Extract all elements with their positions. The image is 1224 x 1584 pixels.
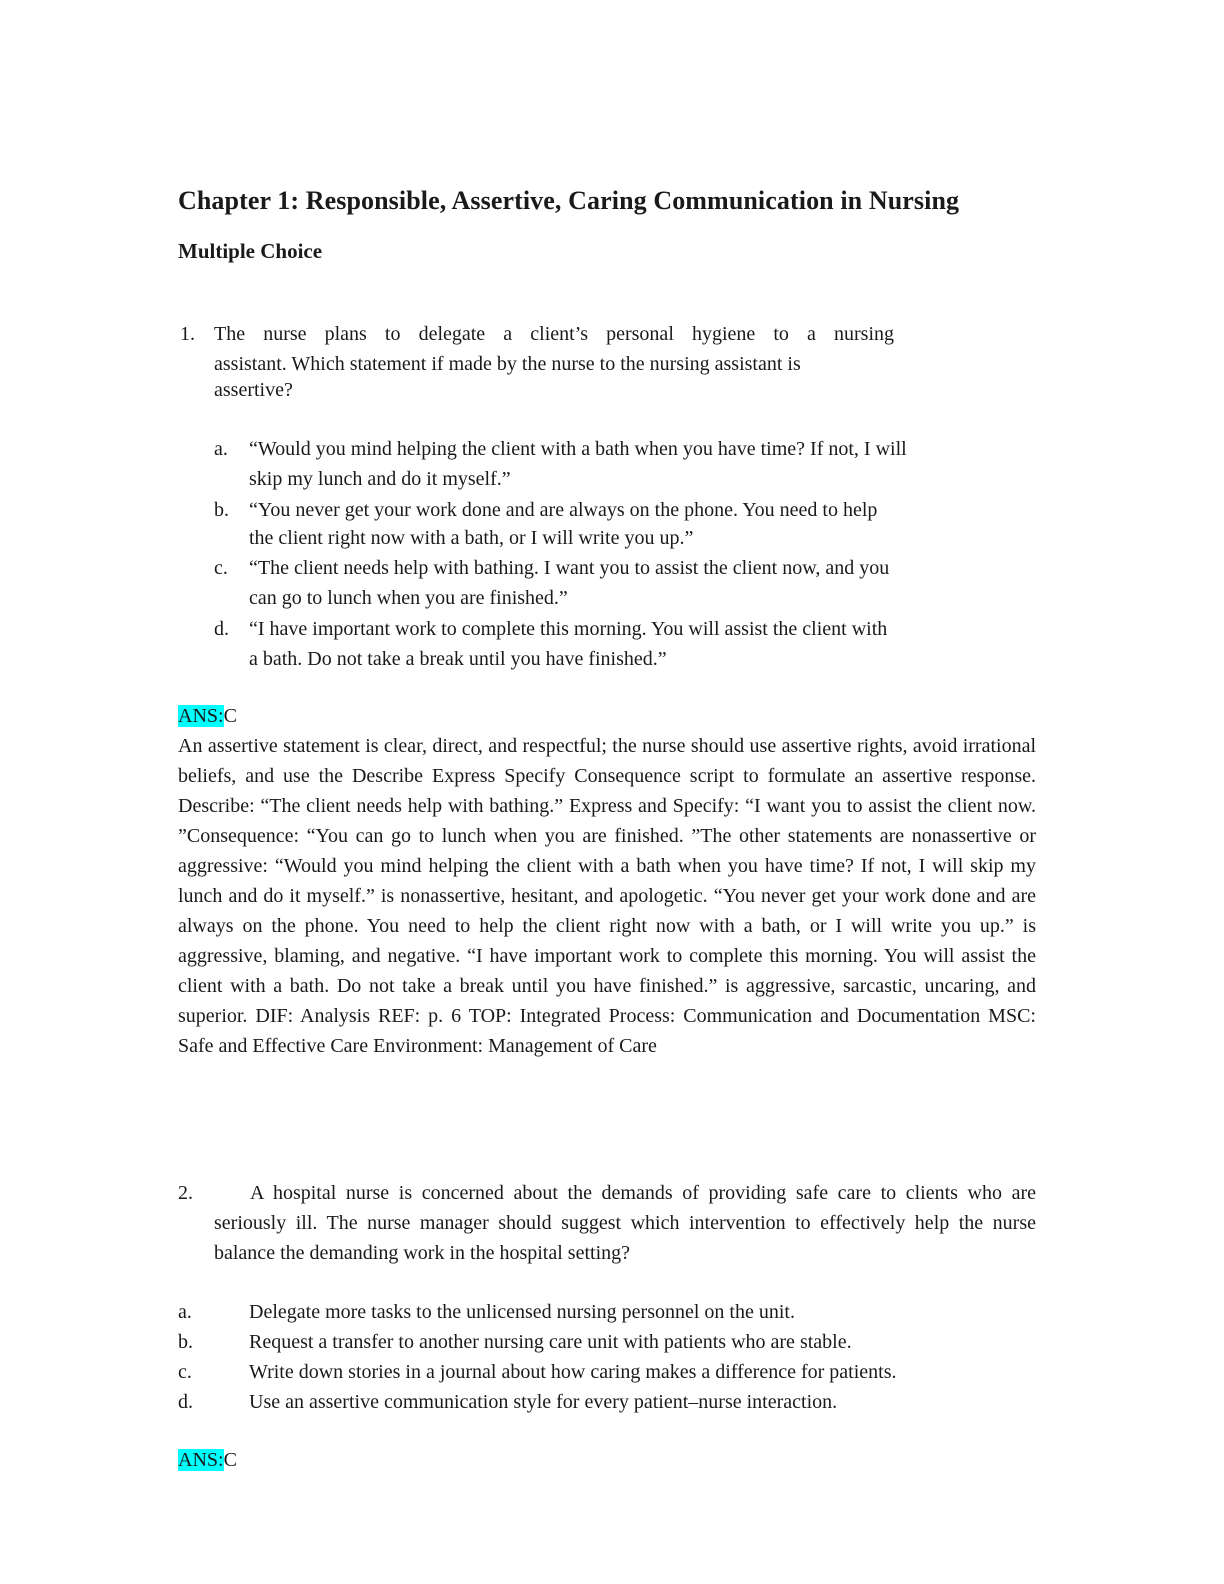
question-1-option-a-letter: a. — [214, 438, 228, 460]
question-2-option-a: Delegate more tasks to the unlicensed nursing personnel on the unit. — [249, 1301, 795, 1323]
option-line: “The client needs help with bathing. I want you to assist the client now, and you — [249, 557, 890, 579]
option-line: “You never get your work done and are always on the phone. You need to help — [249, 499, 878, 521]
question-1-stem-line: The nurse plans to delegate a client’s personal hygiene to a nursing — [214, 323, 894, 345]
question-1-stem-line: assistant. Which statement if made by the nurse to the nursing assistant is — [214, 353, 801, 375]
section-heading: Multiple Choice — [178, 239, 323, 263]
option-line: can go to lunch when you are finished.” — [249, 587, 568, 609]
option-line: a bath. Do not take a break until you have finished.” — [249, 648, 667, 670]
question-2-number: 2. — [178, 1182, 193, 1204]
answer-value: C — [223, 705, 237, 727]
answer-value: C — [223, 1449, 237, 1471]
question-2-stem — [214, 1178, 1036, 1268]
question-2-option-c: Write down stories in a journal about how caring makes a difference for patients. — [249, 1361, 897, 1383]
question-1-stem-line: assertive? — [214, 379, 293, 401]
chapter-title: Chapter 1: Responsible, Assertive, Caring Communication in Nursing — [178, 186, 960, 215]
question-2-option-c-letter: c. — [178, 1361, 192, 1383]
option-line: skip my lunch and do it myself.” — [249, 468, 511, 490]
question-1-option-d-letter: d. — [214, 618, 229, 640]
question-1-number: 1. — [180, 323, 195, 345]
question-2-stem-text: A hospital nurse is concerned about the demands of providing safe care to clients who are seriously ill. The nurse manager should suggest which intervention to effectively help the nurse balance the demanding work in the hospital setting? — [214, 1182, 1036, 1264]
question-1-option-c — [249, 553, 1039, 613]
question-2-option-a-letter: a. — [178, 1301, 192, 1323]
question-1-option-a — [249, 434, 1039, 494]
question-2-option-d-letter: d. — [178, 1391, 193, 1413]
option-line: the client right now with a bath, or I will write you up.” — [249, 527, 694, 549]
answer-label: ANS: — [178, 1449, 224, 1471]
option-line: “Would you mind helping the client with a bath when you have time? If not, I will — [249, 438, 907, 460]
question-2-option-d: Use an assertive communication style for every patient–nurse interaction. — [249, 1391, 838, 1413]
question-2-answer — [178, 1445, 237, 1475]
question-2-option-b-letter: b. — [178, 1331, 193, 1353]
question-1-option-b — [249, 495, 1039, 553]
question-1-option-b-letter: b. — [214, 499, 229, 521]
question-1-rationale: An assertive statement is clear, direct, and respectful; the nurse should use assertive rights, avoid irrational beliefs, and use the Describe Express Specify Consequence script to formulate an assertive response. Describe: “The client needs help with bathing.” Express and Specify: “I want you to assist the client now. ”Consequence: “You can go to lunch when you are finished. ”The other statements are nonassertive or aggressive: “Would you mind helping the client with a bath when you have time? If not, I will skip my lunch and do it myself.” is nonassertive, hesitant, and apologetic. “You never get your work done and are always on the phone. You need to help the client right now with a bath, or I will write you up.” is aggressive, blaming, and negative. “I have important work to complete this morning. You will assist the client with a bath. Do not take a break until you have finished.” is aggressive, sarcastic, uncaring, and superior. DIF: Analysis REF: p. 6 TOP: Integrated Process: Communication and Documentation MSC: Safe and Effective Care Environment: Management of Care — [178, 735, 1036, 1057]
question-1-answer — [178, 701, 237, 731]
question-1-stem — [214, 319, 894, 405]
question-1-option-c-letter: c. — [214, 557, 228, 579]
question-2-option-b: Request a transfer to another nursing care unit with patients who are stable. — [249, 1331, 852, 1353]
answer-label: ANS: — [178, 705, 224, 727]
question-1-option-d — [249, 614, 1039, 674]
option-line: “I have important work to complete this morning. You will assist the client with — [249, 618, 888, 640]
